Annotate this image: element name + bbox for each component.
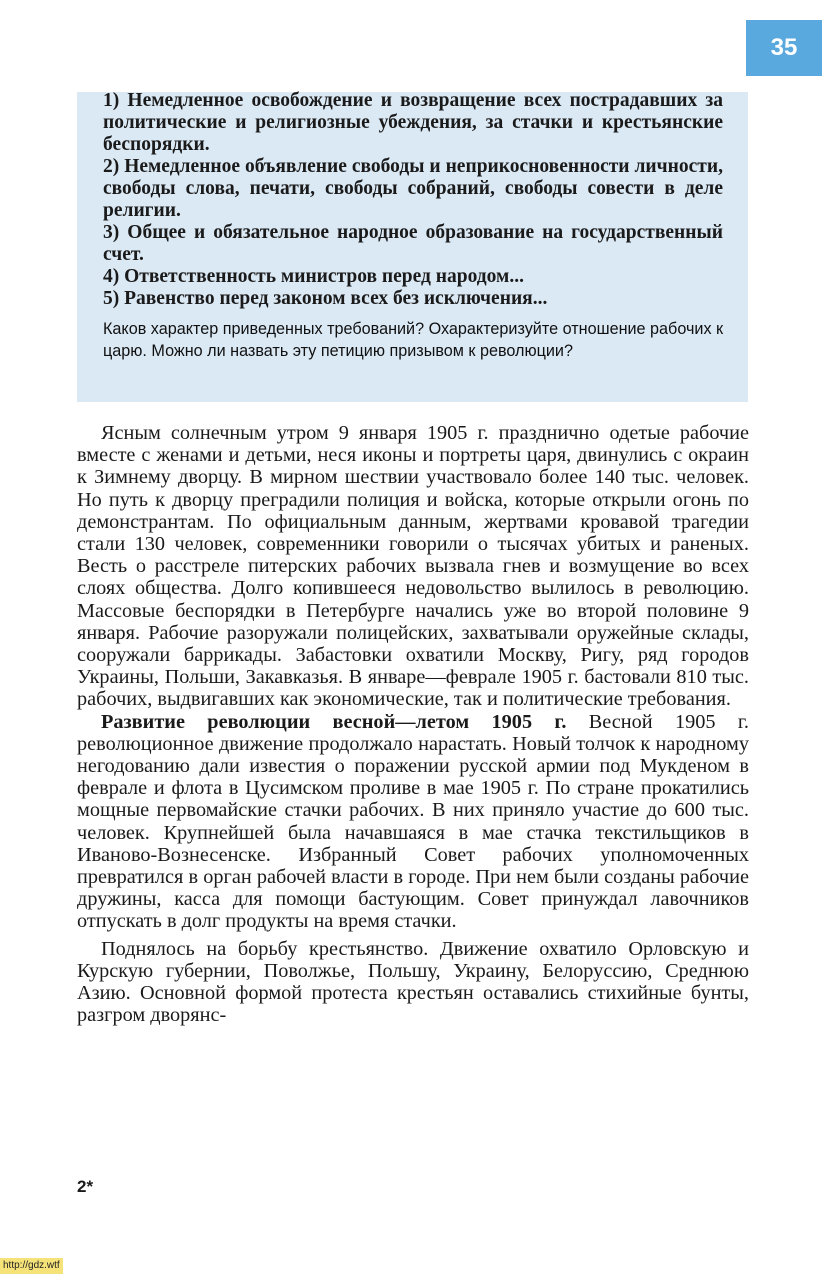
demand-item: 5) Равенство перед законом всех без исключения... <box>103 288 548 309</box>
demand-item: 4) Ответственность министров перед народом... <box>103 266 524 287</box>
demand-item: 1) Немедленное освобождение и возвращение всех пострадавших за политические и религиозные убеждения, за стачки и крестьянские беспорядки. <box>103 90 723 155</box>
paragraph: Поднялось на борьбу крестьянство. Движение охватило Орловскую и Курскую губернии, Поволжье, Польшу, Украину, Белоруссию, Среднюю Азию. Основной формой протеста крестьян оставались стихийные бунты, разгром дворянс- <box>77 937 749 1027</box>
section-heading: Развитие революции весной—летом 1905 г. <box>101 710 567 733</box>
signature-mark: 2* <box>77 1177 94 1196</box>
paragraph: Ясным солнечным утром 9 января 1905 г. празднично одетые рабочие вместе с женами и детьми, неся иконы и портреты царя, двинулись с окраин к Зимнему дворцу. В мирном шествии участвовало более 140 тыс. человек. Но путь к дворцу преградили полиция и войска, которые открыли огонь по демонстрантам. По официальным данным, жертвами кровавой трагедии стали 130 человек, современники говорили о тысячах убитых и раненых. Весть о расстреле питерских рабочих вызвала гнев и возмущение во всех слоях общества. Долго копившееся недовольство вылилось в революцию. Массовые беспорядки в Петербурге начались уже во второй половине 9 января. Рабочие разоружали полицейских, захватывали оружейные склады, сооружали баррикады. Забастовки охватили Москву, Ригу, ряд городов Украины, Польши, Закавказья. В январе—феврале 1905 г. бастовали 810 тыс. рабочих, выдвигавших как экономические, так и политические требования. <box>77 422 749 711</box>
demand-item: 2) Немедленное объявление свободы и неприкосновенности личности, свободы слова, печати, свободы собраний, свободы совести в деле религии. <box>103 156 723 221</box>
watermark-link[interactable]: http://gdz.wtf <box>0 1258 63 1274</box>
review-question: Каков характер приведенных требований? Охарактеризуйте отношение рабочих к царю. Можно ли назвать эту петицию призывом к революции? <box>103 320 724 360</box>
petition-demands <box>103 90 723 310</box>
page-number: 35 <box>746 20 822 76</box>
demand-item: 3) Общее и обязательное народное образование на государственный счет. <box>103 222 723 265</box>
paragraph-body: Весной 1905 г. революционное движение продолжало нарастать. Новый толчок к народному негодованию дали известия о поражении русской армии под Мукденом в феврале и флота в Цусимском проливе в мае 1905 г. По стране прокатились мощные первомайские стачки рабочих. В них приняло участие до 600 тыс. человек. Крупнейшей была начавшаяся в мае стачка текстильщиков в Иваново-Вознесенске. Избранный Совет рабочих уполномоченных превратился в орган рабочей власти в городе. При нем были созданы рабочие дружины, касса для помощи бастующим. Совет принуждал лавочников отпускать в долг продукты на время стачки. <box>77 710 749 933</box>
paragraph <box>77 711 749 933</box>
main-text <box>77 422 749 1026</box>
